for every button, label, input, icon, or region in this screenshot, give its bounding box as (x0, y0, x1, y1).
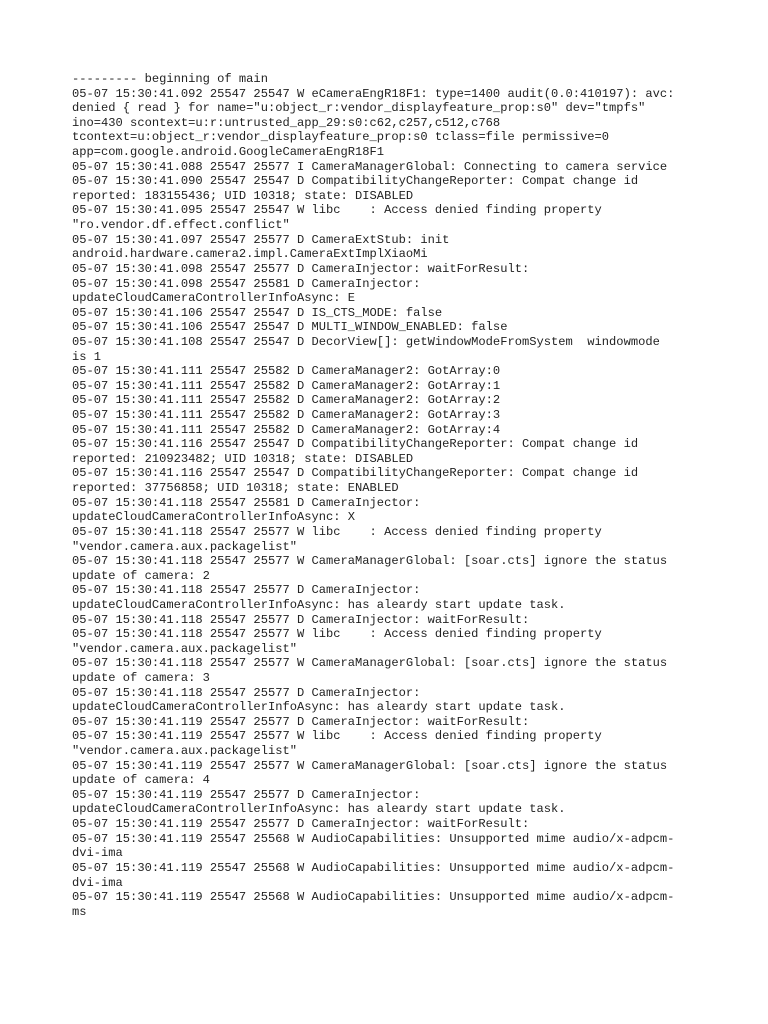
log-line: ino=430 scontext=u:r:untrusted_app_29:s0:c62,c257,c512,c768 (72, 115, 501, 130)
log-line: 05-07 15:30:41.088 25547 25577 I CameraManagerGlobal: Connecting to camera service (72, 159, 668, 174)
log-line: 05-07 15:30:41.119 25547 25577 W CameraManagerGlobal: [soar.cts] ignore the status (72, 758, 668, 773)
log-line: android.hardware.camera2.impl.CameraExtImplXiaoMi (72, 247, 428, 262)
log-line: 05-07 15:30:41.119 25547 25577 D CameraInjector: waitForResult: (72, 817, 530, 832)
log-line: 05-07 15:30:41.118 25547 25577 W CameraManagerGlobal: [soar.cts] ignore the status (72, 554, 668, 569)
log-line: 05-07 15:30:41.119 25547 25568 W AudioCapabilities: Unsupported mime audio/x-adpcm- (72, 890, 675, 905)
log-line: is 1 (72, 349, 102, 364)
log-line: 05-07 15:30:41.106 25547 25547 D MULTI_WINDOW_ENABLED: false (72, 320, 508, 335)
log-line: 05-07 15:30:41.119 25547 25568 W AudioCapabilities: Unsupported mime audio/x-adpcm- (72, 860, 675, 875)
log-line: updateCloudCameraControllerInfoAsync: has aleardy start update task. (72, 597, 566, 612)
log-line: updateCloudCameraControllerInfoAsync: has aleardy start update task. (72, 802, 566, 817)
log-line: 05-07 15:30:41.119 25547 25577 D CameraInjector: (72, 787, 421, 802)
log-line: --------- beginning of main (72, 72, 268, 86)
log-line: 05-07 15:30:41.119 25547 25577 D CameraInjector: waitForResult: (72, 714, 530, 729)
log-line: 05-07 15:30:41.106 25547 25547 D IS_CTS_MODE: false (72, 305, 443, 320)
log-line: 05-07 15:30:41.119 25547 25568 W AudioCapabilities: Unsupported mime audio/x-adpcm- (72, 831, 675, 846)
log-line: 05-07 15:30:41.092 25547 25547 W eCameraEngR18F1: type=1400 audit(0.0:410197): avc: (72, 86, 675, 101)
log-line: update of camera: 4 (72, 773, 210, 788)
log-line: 05-07 15:30:41.118 25547 25577 D CameraInjector: waitForResult: (72, 612, 530, 627)
log-line: ms (72, 904, 87, 919)
log-line: 05-07 15:30:41.111 25547 25582 D CameraManager2: GotArray:3 (72, 408, 501, 423)
log-line: 05-07 15:30:41.116 25547 25547 D CompatibilityChangeReporter: Compat change id (72, 466, 639, 481)
log-line: 05-07 15:30:41.098 25547 25581 D CameraInjector: (72, 276, 421, 291)
log-line: "ro.vendor.df.effect.conflict" (72, 218, 290, 233)
log-line: tcontext=u:object_r:vendor_displayfeature_prop:s0 tclass=file permissive=0 (72, 130, 610, 145)
log-line: 05-07 15:30:41.111 25547 25582 D CameraManager2: GotArray:0 (72, 364, 501, 379)
log-line: 05-07 15:30:41.118 25547 25577 D CameraInjector: (72, 583, 421, 598)
log-line: "vendor.camera.aux.packagelist" (72, 641, 297, 656)
log-line: dvi-ima (72, 846, 123, 861)
log-line: 05-07 15:30:41.111 25547 25582 D CameraManager2: GotArray:2 (72, 393, 501, 408)
log-text-block (72, 72, 702, 919)
log-line: 05-07 15:30:41.095 25547 25547 W libc : Access denied finding property (72, 203, 602, 218)
log-line: 05-07 15:30:41.118 25547 25577 W libc : Access denied finding property (72, 627, 602, 642)
log-line: reported: 183155436; UID 10318; state: DISABLED (72, 188, 414, 203)
log-line: updateCloudCameraControllerInfoAsync: X (72, 510, 356, 525)
log-line: updateCloudCameraControllerInfoAsync: E (72, 291, 356, 306)
log-line: "vendor.camera.aux.packagelist" (72, 744, 297, 759)
log-line: reported: 210923482; UID 10318; state: DISABLED (72, 451, 414, 466)
log-line: updateCloudCameraControllerInfoAsync: has aleardy start update task. (72, 700, 566, 715)
log-line: 05-07 15:30:41.118 25547 25581 D CameraInjector: (72, 495, 421, 510)
log-line: 05-07 15:30:41.116 25547 25547 D CompatibilityChangeReporter: Compat change id (72, 437, 639, 452)
log-line: update of camera: 2 (72, 568, 210, 583)
log-line: update of camera: 3 (72, 670, 210, 685)
log-line: dvi-ima (72, 875, 123, 890)
log-line: 05-07 15:30:41.118 25547 25577 W CameraManagerGlobal: [soar.cts] ignore the status (72, 656, 668, 671)
log-line: 05-07 15:30:41.118 25547 25577 W libc : Access denied finding property (72, 524, 602, 539)
log-line: reported: 37756858; UID 10318; state: ENABLED (72, 481, 399, 496)
log-line: 05-07 15:30:41.119 25547 25577 W libc : Access denied finding property (72, 729, 602, 744)
log-line: denied { read } for name="u:object_r:vendor_displayfeature_prop:s0" dev="tmpfs" (72, 101, 646, 116)
log-line: 05-07 15:30:41.118 25547 25577 D CameraInjector: (72, 685, 421, 700)
log-line: 05-07 15:30:41.111 25547 25582 D CameraManager2: GotArray:4 (72, 422, 501, 437)
log-line: app=com.google.android.GoogleCameraEngR18F1 (72, 145, 385, 160)
log-line: 05-07 15:30:41.098 25547 25577 D CameraInjector: waitForResult: (72, 261, 530, 276)
log-line: 05-07 15:30:41.090 25547 25547 D CompatibilityChangeReporter: Compat change id (72, 174, 639, 189)
log-line: 05-07 15:30:41.108 25547 25547 D DecorView[]: getWindowModeFromSystem windowmode (72, 334, 660, 349)
log-line: "vendor.camera.aux.packagelist" (72, 539, 297, 554)
log-line: 05-07 15:30:41.097 25547 25577 D CameraExtStub: init (72, 232, 450, 247)
log-line: 05-07 15:30:41.111 25547 25582 D CameraManager2: GotArray:1 (72, 378, 501, 393)
